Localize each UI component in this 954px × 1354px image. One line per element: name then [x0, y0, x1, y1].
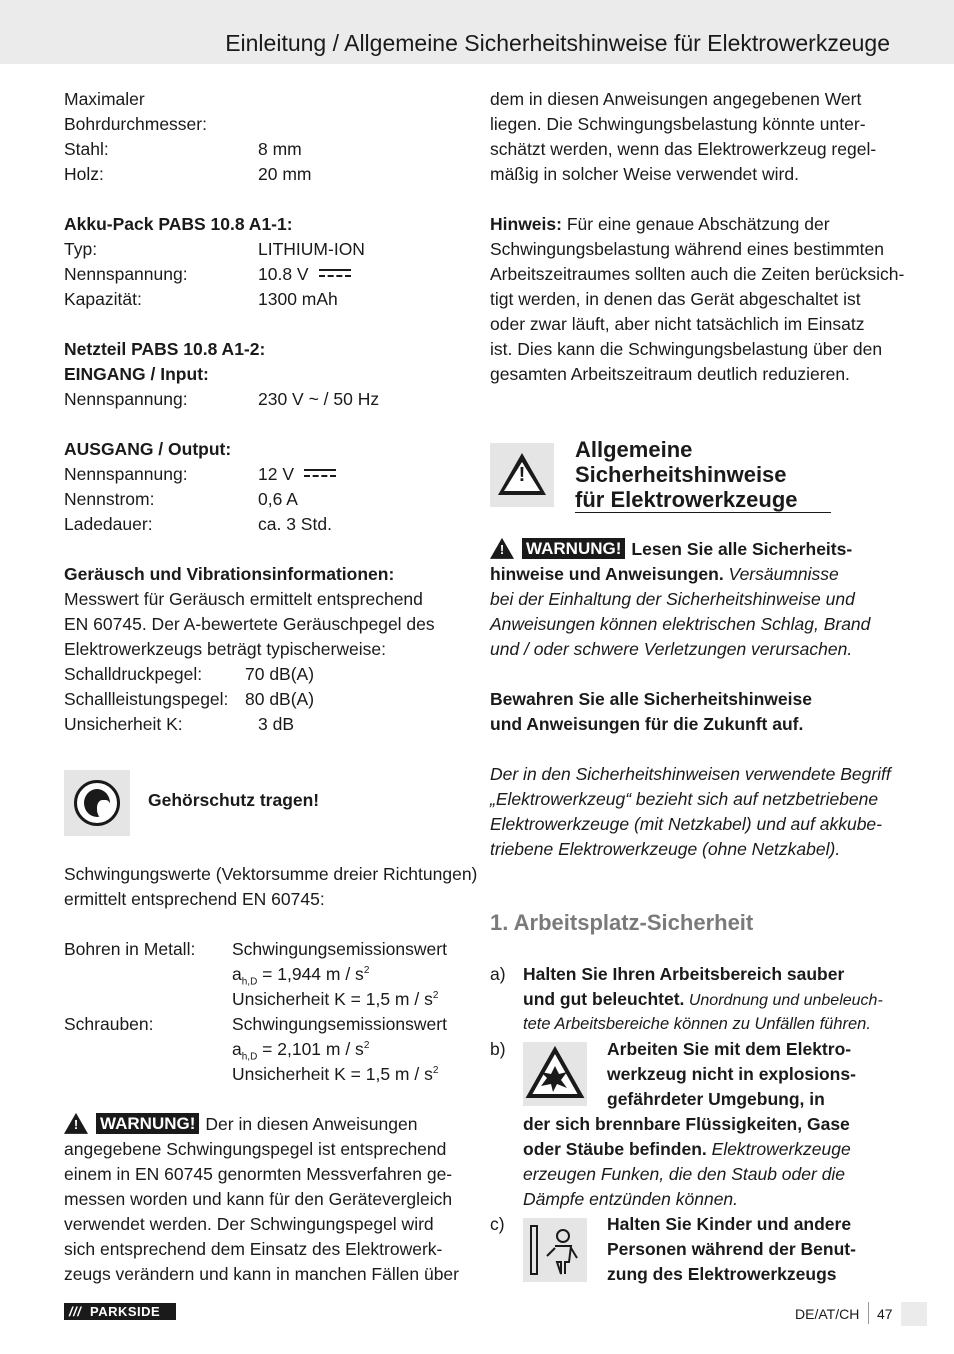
spec-line: Nennspannung: 12 V [64, 462, 464, 487]
right-column-mid [490, 537, 890, 862]
warning-badge: ! WARNUNG! [490, 538, 631, 559]
footer-region: DE/AT/CH [795, 1306, 860, 1322]
text-line: Anweisungen können elektrischen Schlag, Brand [490, 614, 871, 634]
text-line: und Anweisungen für die Zukunft auf. [490, 714, 804, 734]
list-label-c: c) [490, 1214, 505, 1234]
text-line: dem in diesen Anweisungen angegebenen Wert [490, 89, 862, 109]
spec-line: Holz: 20 mm [64, 164, 312, 184]
spec-line: Stahl: 8 mm [64, 139, 302, 159]
text-line: Elektrowerkzeuge (mit Netzkabel) und auf akkube- [490, 814, 882, 834]
page-title: Einleitung / Allgemeine Sicherheitshinweise für Elektrowerkzeuge [225, 30, 890, 56]
list-item-c: Halten Sie Kinder und andere Personen während der Benut- zung des Elektrowerkzeugs [607, 1214, 856, 1284]
section-heading: Allgemeine Sicherheitshinweise für Elektrowerkzeuge [575, 437, 798, 512]
spec-line: Schallleistungspegel: 80 dB(A) [64, 689, 315, 709]
ausgang-heading: AUSGANG / Output: [64, 439, 232, 459]
text-line: ermittelt entsprechend EN 60745: [64, 889, 325, 909]
vib-line: $a_{h,D} = 2,101$ m / $s^2$ [232, 1039, 370, 1063]
spec-line: Kapazität: 1300 mAh [64, 289, 338, 309]
spec-line: Unsicherheit K: 3 dB [64, 714, 294, 734]
text-line: angegebene Schwingungspegel ist entsprechend [64, 1139, 447, 1159]
ear-protection-text: Gehörschutz tragen! [148, 790, 320, 810]
hinweis-line: Hinweis: Für eine genaue Abschätzung der [490, 214, 830, 234]
text-line: Schwingungswerte (Vektorsumme dreier Richtungen) [64, 864, 478, 884]
list-label-a: a) [490, 964, 506, 984]
text-line: hinweise und Anweisungen. Versäumnisse [490, 564, 839, 584]
text-line: Elektrowerkzeugs beträgt typischerweise: [64, 639, 386, 659]
vib-line: Unsicherheit K = 1,5 m / $s^2$ [232, 1064, 439, 1084]
text-line: tigt werden, in denen das Gerät abgeschaltet ist [490, 289, 861, 309]
text-line: einem in EN 60745 genormten Messverfahren ge- [64, 1164, 453, 1184]
text-line: Arbeitszeitraumes sollten auch die Zeiten berücksich- [490, 264, 905, 284]
list-item-b: Arbeiten Sie mit dem Elektro- werkzeug nicht in explosions- gefährdeter Umgebung, in der sich brennbare Flüssigkeiten, Gase oder Stäube befinden. Elektrowerkzeuge erzeugen Funken, die den Staub oder die Dämpfe entzünden können. [523, 1039, 856, 1209]
netzteil-heading: Netzteil PABS 10.8 A1-2: [64, 339, 266, 359]
list-label-b: b) [490, 1039, 506, 1059]
ear-protection-row [64, 770, 464, 836]
left-column [64, 87, 478, 1287]
text-line: Messwert für Geräusch ermittelt entsprechend [64, 589, 423, 609]
vib-line: Bohren in Metall: Schwingungsemissionswert [64, 939, 447, 959]
safety-warning-icon: ! [490, 443, 554, 507]
text-line: ist. Dies kann die Schwingungsbelastung über den [490, 339, 883, 359]
spec-line: Nennspannung: 230 V ~ / 50 Hz [64, 389, 380, 409]
text-line: liegen. Die Schwingungsbelastung könnte unter- [490, 114, 866, 134]
spec-line: Nennstrom: 0,6 A [64, 489, 298, 509]
text-line: sich entsprechend dem Einsatz des Elektrowerk- [64, 1239, 443, 1259]
text-line: bei der Einhaltung der Sicherheitshinweise und [490, 589, 855, 609]
vib-line: Schrauben: Schwingungsemissionswert [64, 1014, 447, 1034]
spec-line: Bohrdurchmesser: [64, 114, 207, 134]
warning-triangle-icon [64, 1113, 88, 1134]
eingang-heading: EINGANG / Input: [64, 364, 209, 384]
text-line: „Elektrowerkzeug“ bezieht sich auf netzbetriebene [490, 789, 879, 809]
text-line: und / oder schwere Verletzungen verursachen. [490, 639, 853, 659]
spec-line: Schalldruckpegel: 70 dB(A) [64, 664, 315, 684]
warning-triangle-icon [490, 538, 514, 559]
spec-line: Ladedauer: ca. 3 Std. [64, 514, 332, 534]
spec-line: Typ: LITHIUM-ION [64, 239, 365, 259]
noise-heading: Geräusch und Vibrationsinformationen: [64, 564, 395, 584]
ear-protection-icon [64, 770, 130, 836]
text-line: Der in den Sicherheitshinweisen verwendete Begriff [490, 764, 891, 784]
text-line: verwendet werden. Der Schwingungspegel wird [64, 1214, 434, 1234]
section-1-heading: 1. Arbeitsplatz-Sicherheit [490, 910, 754, 935]
spec-line: Nennspannung: 10.8 V [64, 262, 464, 287]
warning-line: ! WARNUNG! Lesen Sie alle Sicherheits- [490, 537, 890, 562]
text-line: schätzt werden, wenn das Elektrowerkzeug regel- [490, 139, 877, 159]
vib-line: $a_{h,D} = 1,944$ m / $s^2$ [232, 964, 370, 988]
footer-divider [868, 1302, 869, 1324]
dc-symbol-icon [304, 467, 336, 479]
heading-underline [575, 512, 831, 513]
text-line: zeugs verändern und kann in manchen Fällen über [64, 1264, 459, 1284]
text-line: EN 60745. Der A-bewertete Geräuschpegel des [64, 614, 435, 634]
akku-heading: Akku-Pack PABS 10.8 A1-1: [64, 214, 293, 234]
text-line: mäßig in solcher Weise verwendet wird. [490, 164, 799, 184]
list-item-a: Halten Sie Ihren Arbeitsbereich sauber und gut beleuchtet. Unordnung und unbeleuch- tete Arbeitsbereiche können zu Unfällen führen. [523, 964, 883, 1033]
text-line: messen worden und kann für den Gerätevergleich [64, 1189, 453, 1209]
text-line: Schwingungsbelastung während eines bestimmten [490, 239, 884, 259]
warning-badge: ! WARNUNG! [64, 1113, 205, 1134]
right-column-top [490, 87, 905, 387]
text-line: triebene Elektrowerkzeuge (ohne Netzkabel). [490, 839, 841, 859]
footer-tab [901, 1302, 927, 1326]
warning-line: ! WARNUNG! Der in diesen Anweisungen [64, 1112, 464, 1137]
spec-line: Maximaler [64, 89, 145, 109]
page-number: 47 [877, 1306, 893, 1322]
text-line: Bewahren Sie alle Sicherheitshinweise [490, 689, 812, 709]
vib-line: Unsicherheit K = 1,5 m / $s^2$ [232, 989, 439, 1009]
text-line: oder zwar läuft, aber nicht tatsächlich im Einsatz [490, 314, 865, 334]
text-line: gesamten Arbeitszeitraum deutlich reduzieren. [490, 364, 850, 384]
dc-symbol-icon [319, 267, 351, 279]
parkside-logo: /// PARKSIDE [64, 1303, 176, 1320]
